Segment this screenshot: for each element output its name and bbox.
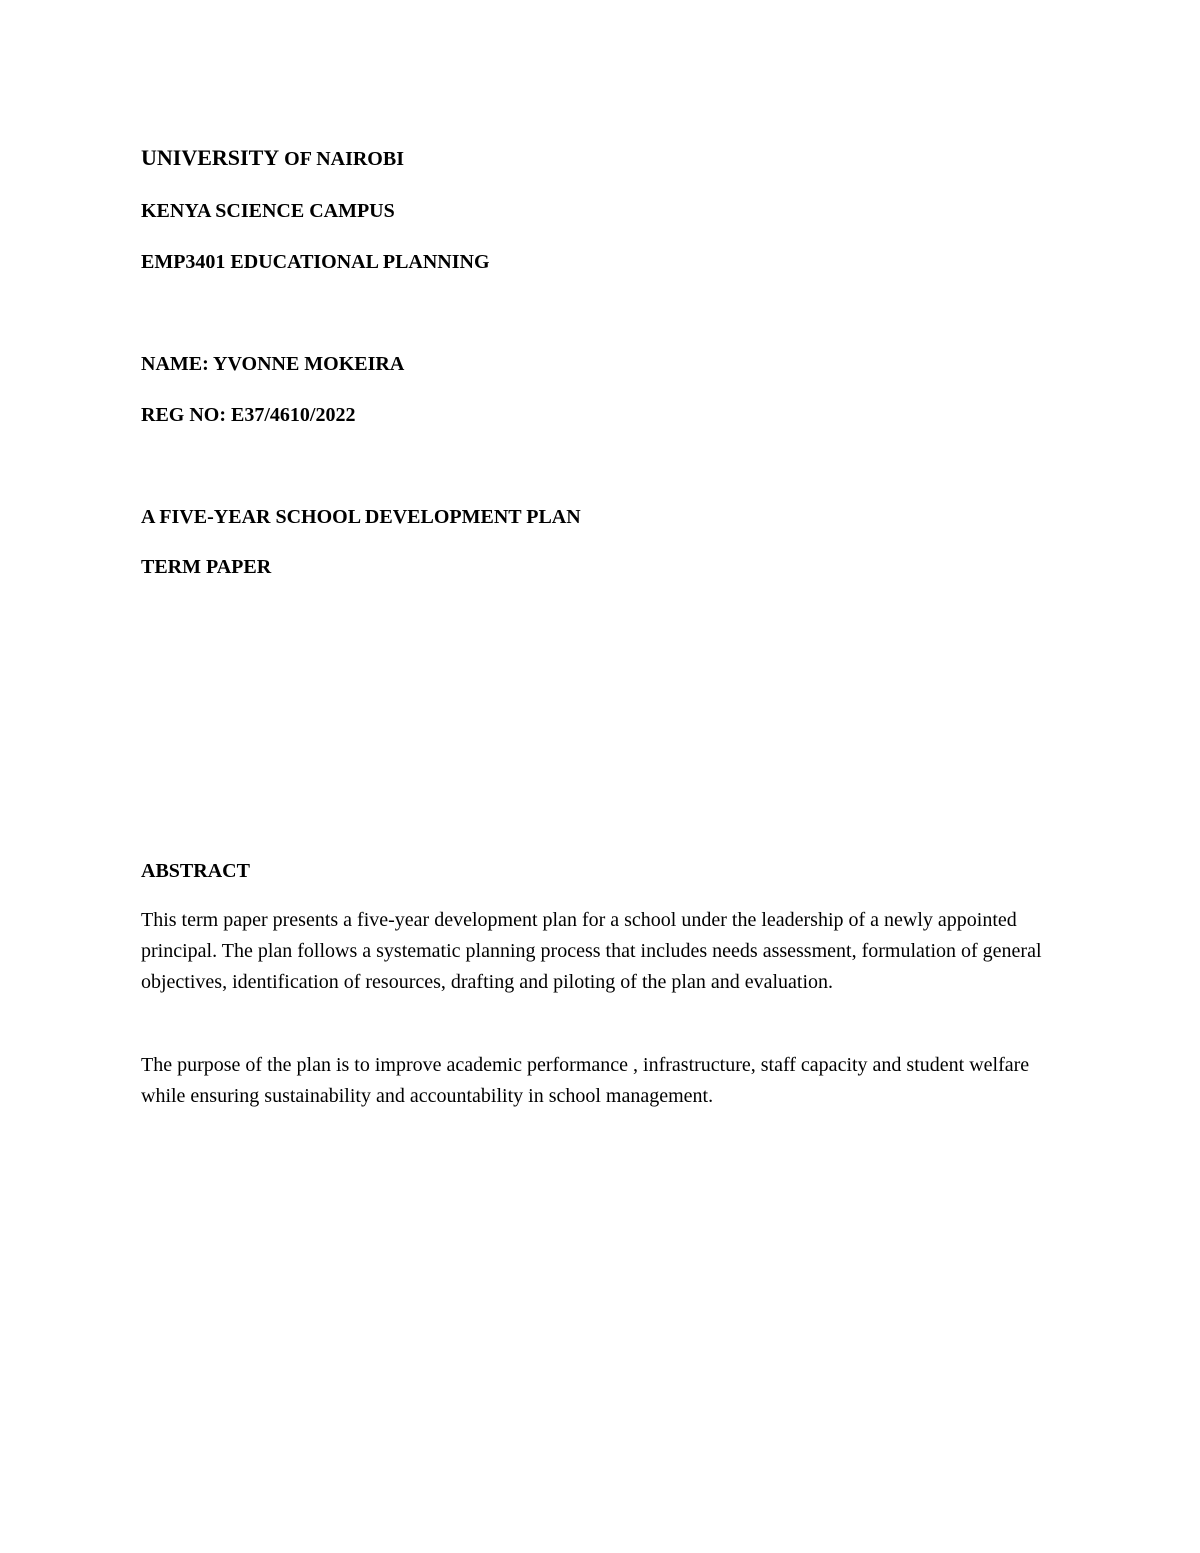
abstract-paragraph-2: The purpose of the plan is to improve academic performance , infrastructure, staff capacity and student welfare while ensuring sustainability and accountability in school management. — [141, 1054, 1030, 1107]
registration-number: REG NO: E37/4610/2022 — [141, 404, 356, 426]
university-name-first: UNIVERSITY — [141, 145, 280, 170]
student-name: NAME: YVONNE MOKEIRA — [141, 353, 405, 375]
campus-name: KENYA SCIENCE CAMPUS — [141, 200, 395, 222]
abstract-paragraph-1: This term paper presents a five-year development plan for a school under the leadership of a newly appointed principal. The plan follows a systematic planning process that includes needs assessment, formulation of general objectives, identification of resources, drafting and piloting of the plan and evaluation. — [141, 909, 1042, 993]
university-name-rest: OF NAIROBI — [279, 148, 404, 170]
paper-type: TERM PAPER — [141, 556, 272, 578]
course-title: EMP3401 EDUCATIONAL PLANNING — [141, 251, 490, 273]
university-name — [141, 146, 404, 171]
paper-title: A FIVE-YEAR SCHOOL DEVELOPMENT PLAN — [141, 506, 581, 528]
abstract-heading: ABSTRACT — [141, 860, 250, 882]
